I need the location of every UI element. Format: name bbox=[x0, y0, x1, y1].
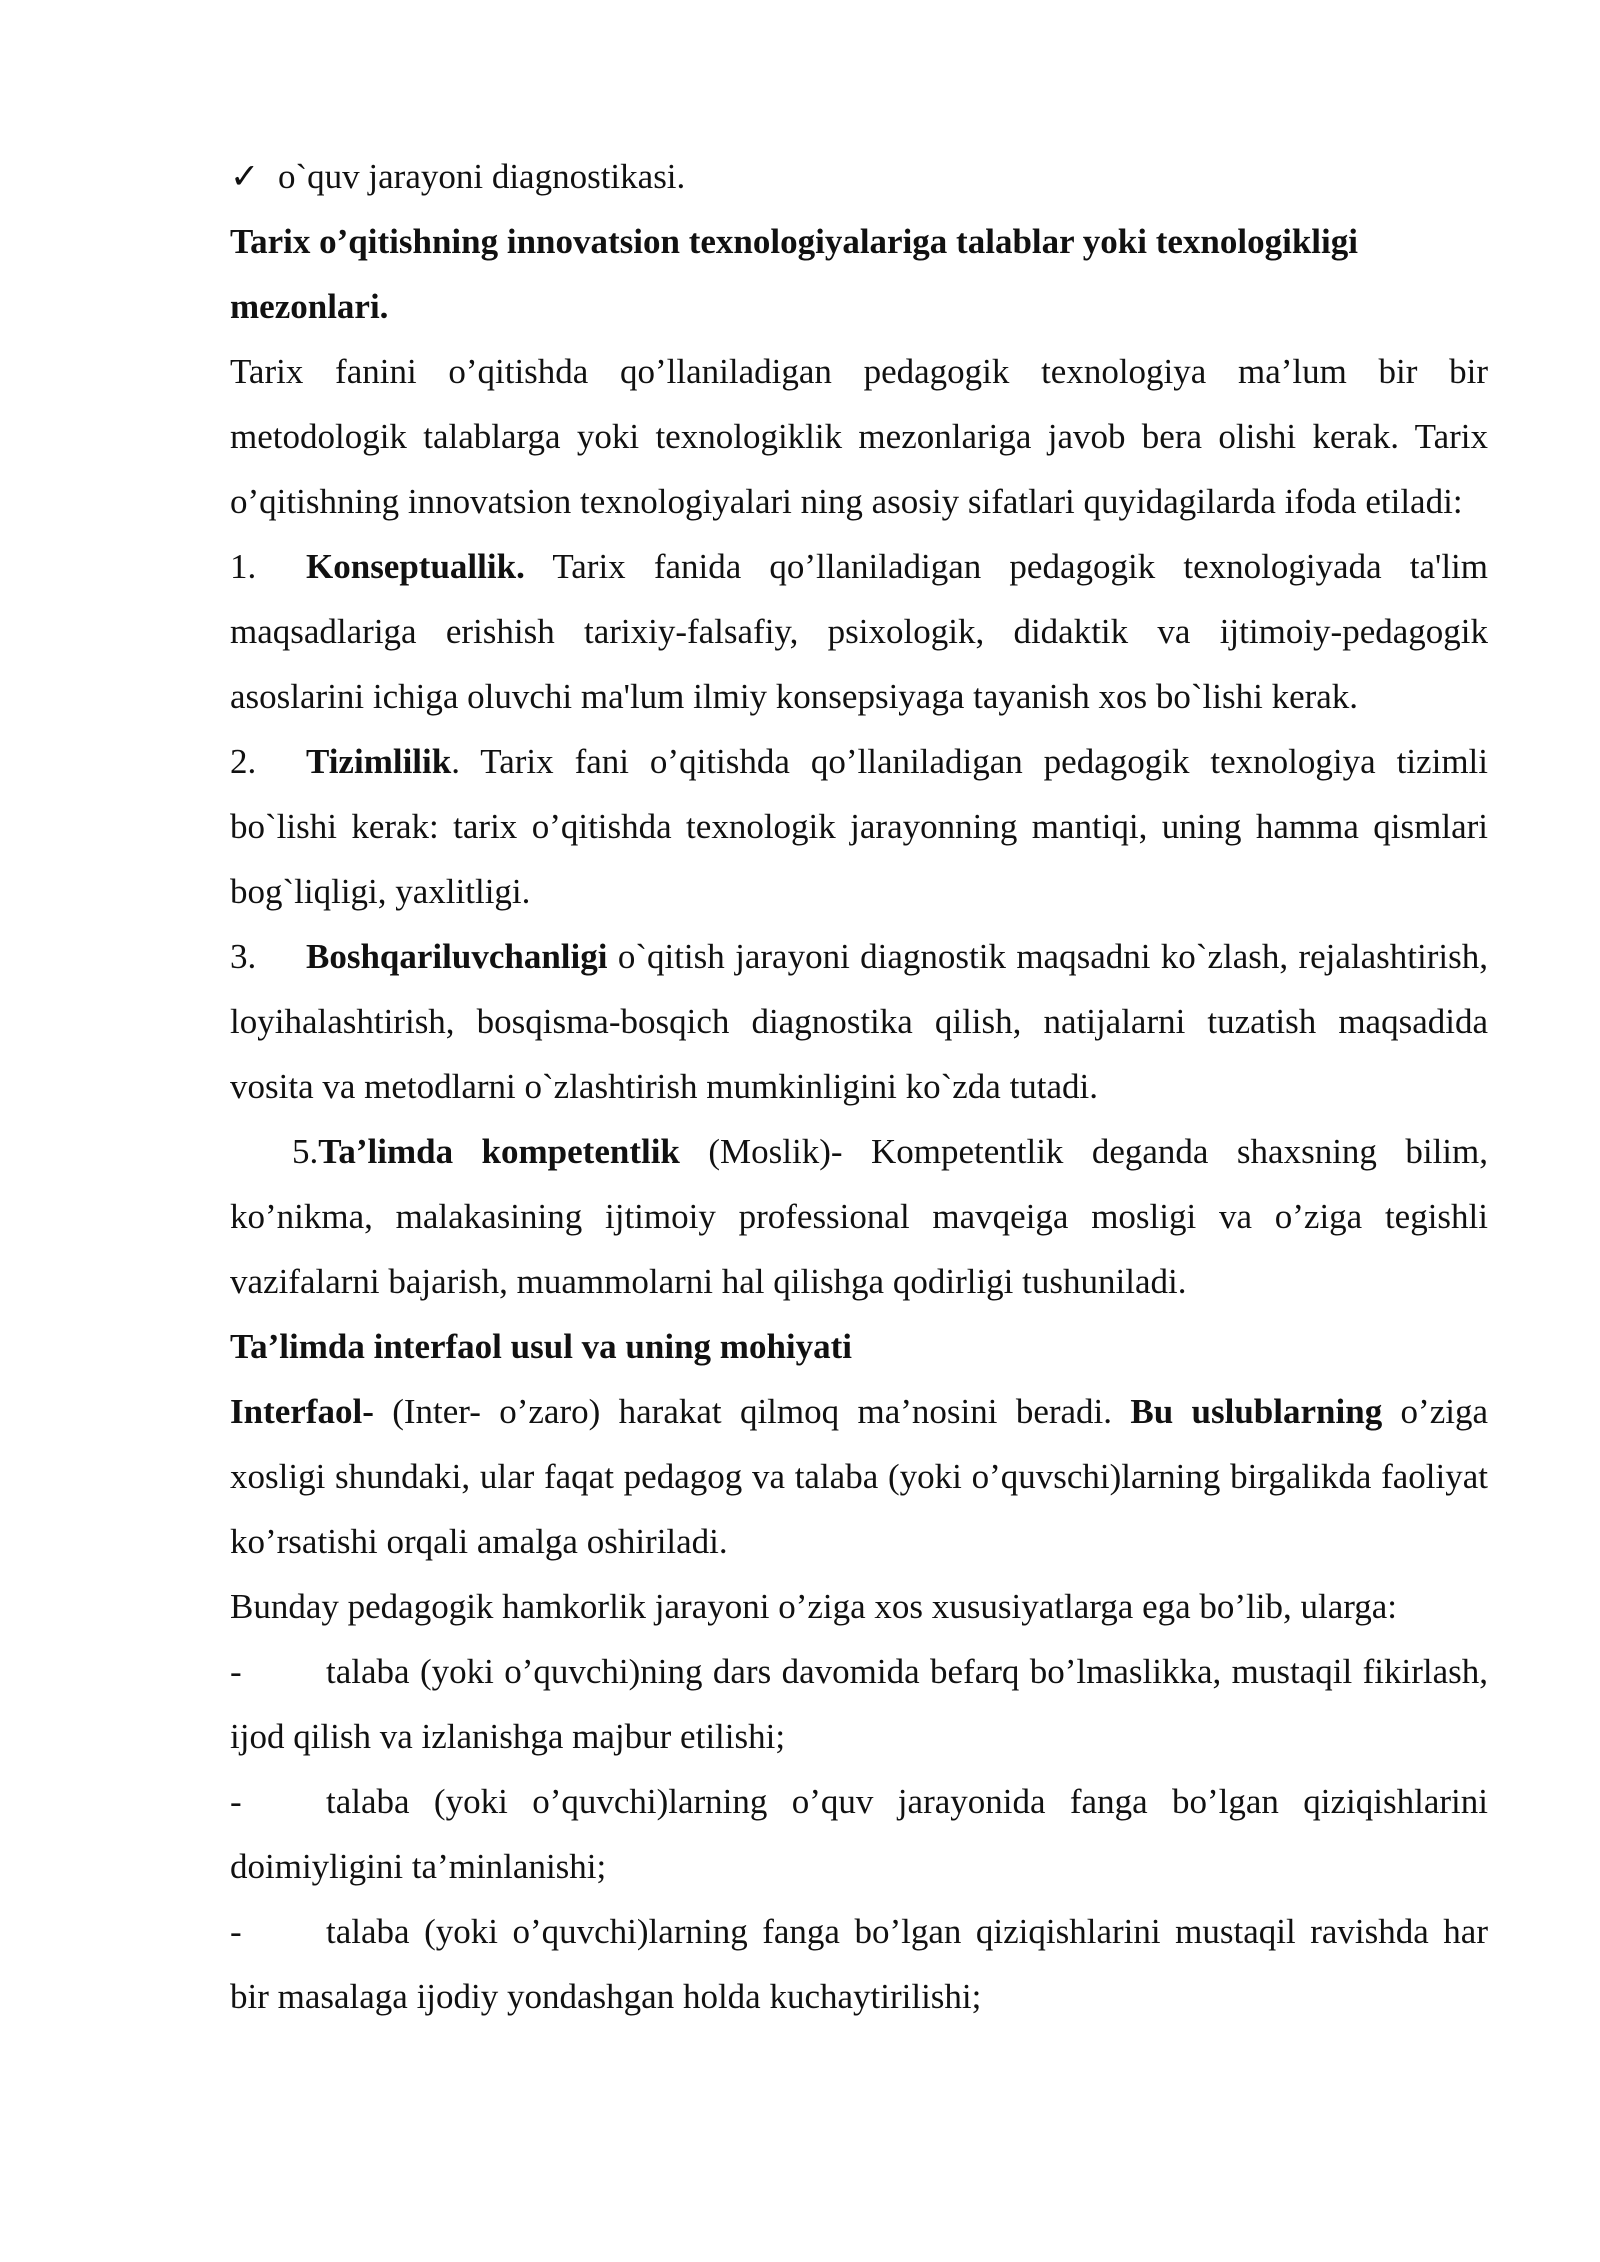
list-item-term: Konseptuallik. bbox=[306, 547, 525, 586]
intro-paragraph: Tarix fanini o’qitishda qo’llaniladigan pedagogik texnologiya ma’lum bir bir metodologik talablarga yoki texnologiklik mezonlariga javob bera olishi kerak. Tarix o’qitishning innovatsion texnologiyalari ning asosiy sifatlari quyidagilarda ifoda etiladi: bbox=[230, 352, 1488, 521]
bullet-dash: - bbox=[230, 1652, 242, 1691]
list-item-text: o`qitish jarayoni diagnostik maqsadni ko`zlash, rejalashtirish, loyihalashtirish, bosqisma-bosqich diagnostika qilish, natijalarni tuzatish maqsadida vosita va metodlarni o`zlashtirish mumkinligini ko`zda tutadi. bbox=[230, 937, 1488, 1106]
bullet-item-1 bbox=[230, 1639, 1488, 1769]
checklist-item bbox=[230, 144, 1488, 209]
list-item-text: Tarix fanida qo’llaniladigan pedagogik texnologiyada ta'lim maqsadlariga erishish tarixiy-falsafiy, psixologik, didaktik va ijtimoiy-pedagogik asoslarini ichiga oluvchi ma'lum ilmiy konsepsiyaga tayanish xos bo`lishi kerak. bbox=[230, 547, 1488, 716]
bullet-dash: - bbox=[230, 1912, 242, 1951]
interfaol-paragraph bbox=[230, 1379, 1488, 1574]
bullet-item-2 bbox=[230, 1769, 1488, 1899]
list-item-1 bbox=[230, 534, 1488, 729]
list-item-2 bbox=[230, 729, 1488, 924]
hamkorlik-paragraph: Bunday pedagogik hamkorlik jarayoni o’ziga xos xususiyatlarga ega bo’lib, ularga: bbox=[230, 1587, 1398, 1626]
interfaol-bold-phrase: Bu uslublarning bbox=[1130, 1392, 1383, 1431]
list-item-text: . Tarix fani o’qitishda qo’llaniladigan pedagogik texnologiya tizimli bo`lishi kerak: tarix o’qitishda texnologik jarayonning mantiqi, uning hamma qismlari bog`liqligi, yaxlitligi. bbox=[230, 742, 1488, 911]
section-heading bbox=[230, 209, 1488, 339]
list-item-number: 1. bbox=[230, 547, 257, 586]
bullet-item-3 bbox=[230, 1899, 1488, 2029]
list-item-term: Ta’limda kompetentlik bbox=[318, 1132, 680, 1171]
section-heading-text: Tarix o’qitishning innovatsion texnologiyalariga talablar yoki texnologikligi mezonlari. bbox=[230, 222, 1358, 326]
list-item-number: 2. bbox=[230, 742, 257, 781]
list-item-number: 3. bbox=[230, 937, 257, 976]
list-item-5 bbox=[230, 1119, 1488, 1314]
list-item-number: 5. bbox=[292, 1132, 319, 1171]
bullet-text: talaba (yoki o’quvchi)larning fanga bo’lgan qiziqishlarini mustaqil ravishda har bir masalaga ijodiy yondashgan holda kuchaytirilishi; bbox=[230, 1912, 1488, 2016]
bullet-dash: - bbox=[230, 1782, 242, 1821]
interfaol-term: Interfaol- bbox=[230, 1392, 374, 1431]
checklist-item-text: o`quv jarayoni diagnostikasi. bbox=[278, 157, 686, 196]
bullet-text: talaba (yoki o’quvchi)larning o’quv jarayonida fanga bo’lgan qiziqishlarini doimiyligini ta’minlanishi; bbox=[230, 1782, 1488, 1886]
interfaol-text-1: (Inter- o’zaro) harakat qilmoq ma’nosini beradi. bbox=[373, 1392, 1131, 1431]
check-icon: ✓ bbox=[230, 157, 260, 196]
subsection-heading bbox=[230, 1314, 1488, 1379]
list-item-3 bbox=[230, 924, 1488, 1119]
interfaol-text-2: o’ziga xosligi shundaki, ular faqat pedagog va talaba (yoki o’quvschi)larning birgalikda faoliyat ko’rsatishi orqali amalga oshiriladi. bbox=[230, 1392, 1489, 1561]
list-item-text: (Moslik)- Kompetentlik deganda shaxsning bilim, ko’nikma, malakasining ijtimoiy professional mavqeiga mosligi va o’ziga tegishli vazifalarni bajarish, muammolarni hal qilishga qodirligi tushuniladi. bbox=[230, 1132, 1489, 1301]
list-item-term: Tizimlilik bbox=[306, 742, 452, 781]
subsection-heading-text: Ta’limda interfaol usul va uning mohiyati bbox=[230, 1327, 853, 1366]
bullet-text: talaba (yoki o’quvchi)ning dars davomida befarq bo’lmaslikka, mustaqil fikirlash, ijod qilish va izlanishga majbur etilishi; bbox=[230, 1652, 1488, 1756]
list-item-term: Boshqariluvchanligi bbox=[306, 937, 608, 976]
document-body bbox=[230, 144, 1488, 2029]
